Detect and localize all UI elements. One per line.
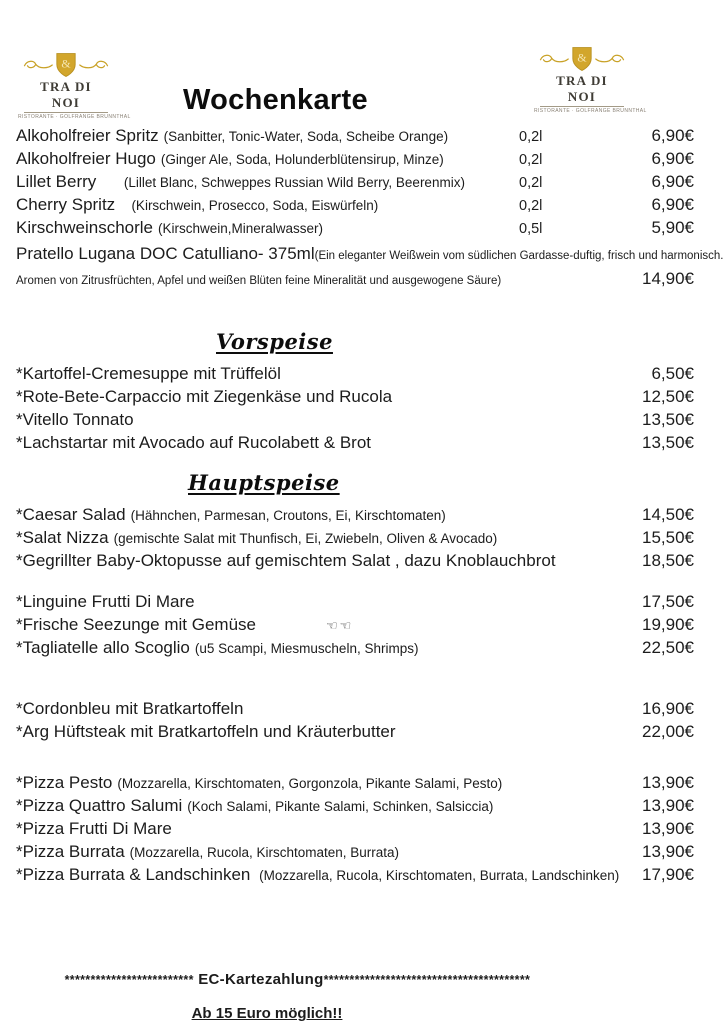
section-vorspeise	[16, 289, 694, 454]
item-description: (Ginger Ale, Soda, Holunderblütensirup, Minze)	[160, 152, 444, 167]
item-name: Alkoholfreier Hugo	[16, 149, 156, 168]
wine-entry	[16, 243, 724, 289]
menu-item	[16, 549, 694, 572]
menu-item	[16, 863, 694, 886]
item-price: 16,90€	[642, 699, 694, 718]
item-size: 0,2l	[519, 152, 543, 168]
item-price: 5,90€	[651, 218, 694, 237]
menu-item	[16, 385, 694, 408]
menu-item	[16, 794, 694, 817]
item-name: *Pizza Burrata	[16, 842, 125, 861]
item-price: 6,50€	[651, 364, 694, 383]
item-price: 13,50€	[642, 433, 694, 452]
item-size: 0,2l	[519, 175, 543, 191]
item-size: 0,2l	[519, 129, 543, 145]
item-description: (Kirschwein, Prosecco, Soda, Eiswürfeln)	[120, 198, 379, 213]
item-name: *Pizza Pesto	[16, 773, 113, 792]
item-price: 13,90€	[642, 842, 694, 861]
drink-row	[16, 170, 694, 193]
menu-item	[16, 636, 694, 659]
item-name: *Tagliatelle allo Scoglio	[16, 638, 190, 657]
drink-row	[16, 216, 694, 239]
item-description: (Mozzarella, Rucola, Kirschtomaten, Burrata)	[129, 845, 400, 860]
item-name: *Kartoffel-Cremesuppe mit Trüffelöl	[16, 364, 281, 383]
group-pasta	[16, 590, 694, 659]
menu-item	[16, 840, 694, 863]
menu-item	[16, 697, 694, 720]
item-name: *Cordonbleu mit Bratkartoffeln	[16, 699, 244, 718]
shield-icon	[55, 52, 77, 78]
item-price: 19,90€	[642, 615, 694, 634]
item-description: (gemischte Salat mit Thunfisch, Ei, Zwiebeln, Oliven & Avocado)	[113, 531, 498, 546]
item-description: Aromen von Zitrusfrüchten, Apfel und weißen Blüten feine Mineralität und ausgewogene Säure)	[16, 275, 502, 287]
item-name: Lillet Berry	[16, 172, 97, 191]
item-name: *Lachstartar mit Avocado auf Rucolabett & Brot	[16, 433, 371, 452]
restaurant-logo-left	[18, 52, 131, 120]
item-price: 22,00€	[642, 722, 694, 741]
logo-ampersand: &	[61, 56, 71, 71]
flourish-left-icon	[539, 52, 569, 66]
item-name: Pratello Lugana DOC Catulliano- 375ml	[16, 244, 315, 263]
shield-icon	[571, 46, 593, 72]
item-name: *Vitello Tonnato	[16, 410, 134, 429]
item-name: Alkoholfreier Spritz	[16, 126, 159, 145]
item-price: 13,90€	[642, 796, 694, 815]
group-meat	[16, 697, 694, 743]
ec-card-line	[42, 957, 602, 1002]
header	[16, 0, 694, 124]
item-price: 12,50€	[642, 387, 694, 406]
menu-item	[16, 817, 694, 840]
logo-tagline: RISTORANTE · GOLFRANGE BRUNNTHAL	[18, 114, 131, 120]
menu-item	[16, 431, 694, 454]
item-name: *Caesar Salad	[16, 505, 126, 524]
item-name: *Rote-Bete-Carpaccio mit Ziegenkäse und Rucola	[16, 387, 393, 406]
item-name: *Arg Hüftsteak mit Bratkartoffeln und Kräuterbutter	[16, 722, 396, 741]
item-description: (Ein eleganter Weißwein vom südlichen Gardasse-duftig, frisch und harmonisch.	[314, 250, 724, 262]
manicule-icon: ☜☜	[326, 618, 354, 633]
item-price: 17,50€	[642, 592, 694, 611]
logo-crest	[534, 46, 630, 72]
stars-right: ****************************************	[323, 973, 531, 987]
logo-name: TRA DI NOI	[540, 73, 624, 107]
flourish-right-icon	[595, 52, 625, 66]
page-title: Wochenkarte	[183, 84, 368, 116]
item-price: 14,50€	[642, 505, 694, 524]
item-price: 6,90€	[651, 149, 694, 168]
item-size: 0,2l	[519, 198, 543, 214]
menu-item	[16, 613, 694, 636]
item-price: 14,90€	[642, 269, 694, 288]
menu-item	[16, 362, 694, 385]
item-price: 13,90€	[642, 819, 694, 838]
item-description: (Koch Salami, Pikante Salami, Schinken, Salsiccia)	[187, 799, 494, 814]
menu-item	[16, 503, 694, 526]
item-price: 6,90€	[651, 126, 694, 145]
item-description: (Kirschwein,Mineralwasser)	[158, 221, 324, 236]
item-description: (u5 Scampi, Miesmuscheln, Shrimps)	[194, 641, 419, 656]
logo-tagline: RISTORANTE · GOLFRANGE BRUNNTHAL	[534, 108, 647, 114]
menu-item	[16, 590, 694, 613]
section-heading-hauptspeise: Hauptspeise	[188, 470, 340, 495]
ec-card-label: EC-Kartezahlung	[193, 971, 324, 988]
item-size: 0,5l	[519, 221, 543, 237]
group-pizza	[16, 771, 694, 886]
menu-item	[16, 771, 694, 794]
section-heading-vorspeise: Vorspeise	[216, 329, 333, 354]
item-name: *Gegrillter Baby-Oktopusse auf gemischtem Salat , dazu Knoblauchbrot	[16, 551, 556, 570]
logo-ampersand: &	[577, 50, 587, 65]
drinks-list	[16, 124, 694, 239]
item-name: *Pizza Quattro Salumi	[16, 796, 183, 815]
section-hauptspeise	[16, 454, 694, 886]
item-description: (Mozzarella, Kirschtomaten, Gorgonzola, Pikante Salami, Pesto)	[117, 776, 503, 791]
flourish-left-icon	[23, 58, 53, 72]
item-price: 17,90€	[642, 865, 694, 884]
menu-item	[16, 720, 694, 743]
item-price: 18,50€	[642, 551, 694, 570]
item-name: *Pizza Frutti Di Mare	[16, 819, 172, 838]
menu-item	[16, 408, 694, 431]
item-price: 15,50€	[642, 528, 694, 547]
flourish-right-icon	[79, 58, 109, 72]
drink-row	[16, 124, 694, 147]
item-description: (Hähnchen, Parmesan, Croutons, Ei, Kirschtomaten)	[130, 508, 446, 523]
item-name: *Linguine Frutti Di Mare	[16, 592, 195, 611]
restaurant-logo-right	[534, 46, 647, 114]
item-price: 6,90€	[651, 195, 694, 214]
item-description: (Lillet Blanc, Schweppes Russian Wild Berry, Beerenmix)	[101, 175, 465, 190]
ec-card-note: Ab 15 Euro möglich!!	[191, 1005, 343, 1022]
item-price: 6,90€	[651, 172, 694, 191]
group-salads	[16, 503, 694, 572]
item-name: Kirschweinschorle	[16, 218, 153, 237]
item-name: Cherry Spritz	[16, 195, 116, 214]
item-description: (Mozzarella, Rucola, Kirschtomaten, Burrata, Landschinken)	[255, 868, 620, 883]
item-price: 13,50€	[642, 410, 694, 429]
drink-row	[16, 193, 694, 216]
drink-row	[16, 147, 694, 170]
item-name: *Salat Nizza	[16, 528, 109, 547]
item-name: *Frische Seezunge mit Gemüse	[16, 615, 256, 634]
logo-name: TRA DI NOI	[24, 79, 108, 113]
logo-crest	[18, 52, 114, 78]
footer	[42, 957, 602, 1022]
stars-left: *************************	[64, 973, 194, 987]
item-name: *Pizza Burrata & Landschinken	[16, 865, 251, 884]
menu-item	[16, 526, 694, 549]
item-price: 22,50€	[642, 638, 694, 657]
item-price: 13,90€	[642, 773, 694, 792]
item-description: (Sanbitter, Tonic-Water, Soda, Scheibe Orange)	[163, 129, 449, 144]
